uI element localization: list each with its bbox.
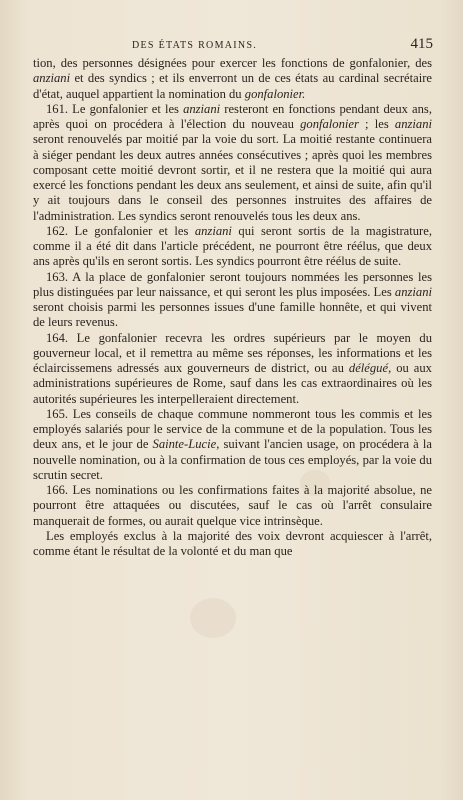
italic-term: gonfalonier. xyxy=(244,86,306,101)
paper-stain xyxy=(190,598,236,638)
text-segment: seront renouvelés par moitié par la voie du sort. La moitié restante continuera à siéger pendant les deux autres années consécutives ; après quoi les membres composant cette moitié devront sortir, et il ne restera que la moitié qui aura exercé les fonctions pendant les deux ans seulement, et ainsi de suite, afin qu'il y ait toujours dans le conseil des personnes instruites des affaires de l'administration. Les syndics seront renouvelés tous les deux ans. xyxy=(33,132,432,223)
page-number: 415 xyxy=(410,36,433,52)
body-text xyxy=(33,56,432,559)
text-segment: , ou aux administrations supérieures de Rome, sauf dans les cas extraordinaires où les autorités supérieures les interpelleraient directement. xyxy=(33,361,432,406)
italic-term: anziani xyxy=(183,101,221,116)
text-segment: 166. Les nominations ou les confirmations faites à la majorité absolue, ne pourront être attaquées ou discutées, sauf le cas où l'arrêt consulaire manquerait de formes, ou aurait quelque vice intrinsèque. xyxy=(33,483,432,528)
paragraph-article-165 xyxy=(33,407,432,483)
running-head: DES ÉTATS ROMAINS. xyxy=(132,40,258,51)
italic-term: anziani xyxy=(394,117,432,131)
text-segment: Les employés exclus à la majorité des voix devront acquiescer à l'arrêt, comme étant le résultat de la volonté et du man que xyxy=(33,528,432,558)
paragraph-article-166 xyxy=(33,483,432,529)
paragraph-article-164 xyxy=(33,331,432,407)
italic-term: anziani xyxy=(33,71,71,86)
text-segment: 161. Le gonfalonier et les xyxy=(46,101,184,116)
text-segment: 162. Le gonfalonier et les xyxy=(46,223,195,238)
italic-term: délégué xyxy=(348,361,389,375)
italic-term: anziani xyxy=(194,223,232,238)
text-segment: seront choisis parmi les personnes issues d'une famille honnête, et qui vivent de leurs revenus. xyxy=(33,300,432,330)
italic-term: Sainte-Lucie xyxy=(152,437,217,452)
text-segment: ; les xyxy=(358,117,395,131)
text-segment: , suivant l'ancien usage, on procédera à la nouvelle nomination, ou à la confirmation de tous ces employés, par la voie du scrutin secret. xyxy=(33,437,432,482)
text-segment: 163. A la place de gonfalonier seront toujours nommées les personnes les plus distinguées par leur naissance, et qui seront les plus imposées. Les xyxy=(33,269,432,299)
paragraph-article-162 xyxy=(33,224,432,270)
paragraph-article-161 xyxy=(33,102,432,224)
text-segment: et des syndics ; et ils enverront un de ces états au cardinal secrétaire d'état, auquel appartient la nomination du xyxy=(33,71,432,101)
text-segment: resteront en fonctions pendant deux ans, après quoi on procédera à l'élection du nouveau xyxy=(33,101,432,131)
paragraph-last xyxy=(33,529,432,560)
paragraph-continuation xyxy=(33,56,432,102)
paragraph-article-163 xyxy=(33,270,432,331)
italic-term: anziani xyxy=(394,284,432,299)
text-segment: 165. Les conseils de chaque commune nommeront tous les commis et les employés salariés pour le service de la commune et de la population. Tous les deux ans, et le jour de xyxy=(33,406,432,452)
text-segment: qui seront sortis de la magistrature, comme il a été dit dans l'article précédent, ne pourront être réélus, que deux ans après qu'ils en seront sortis. Les syndics pourront être réélus de suite. xyxy=(33,223,432,269)
page-header xyxy=(32,36,433,56)
text-segment: 164. Le gonfalonier recevra les ordres supérieurs par le moyen du gouverneur local, et il remettra au même ses réponses, les informations et les éclaircissemens adressés aux gouverneurs de district, ou au xyxy=(33,330,432,375)
text-segment: tion, des personnes désignées pour exercer les fonctions de gonfalonier, des xyxy=(33,56,432,70)
italic-term: gonfalonier xyxy=(300,117,359,131)
